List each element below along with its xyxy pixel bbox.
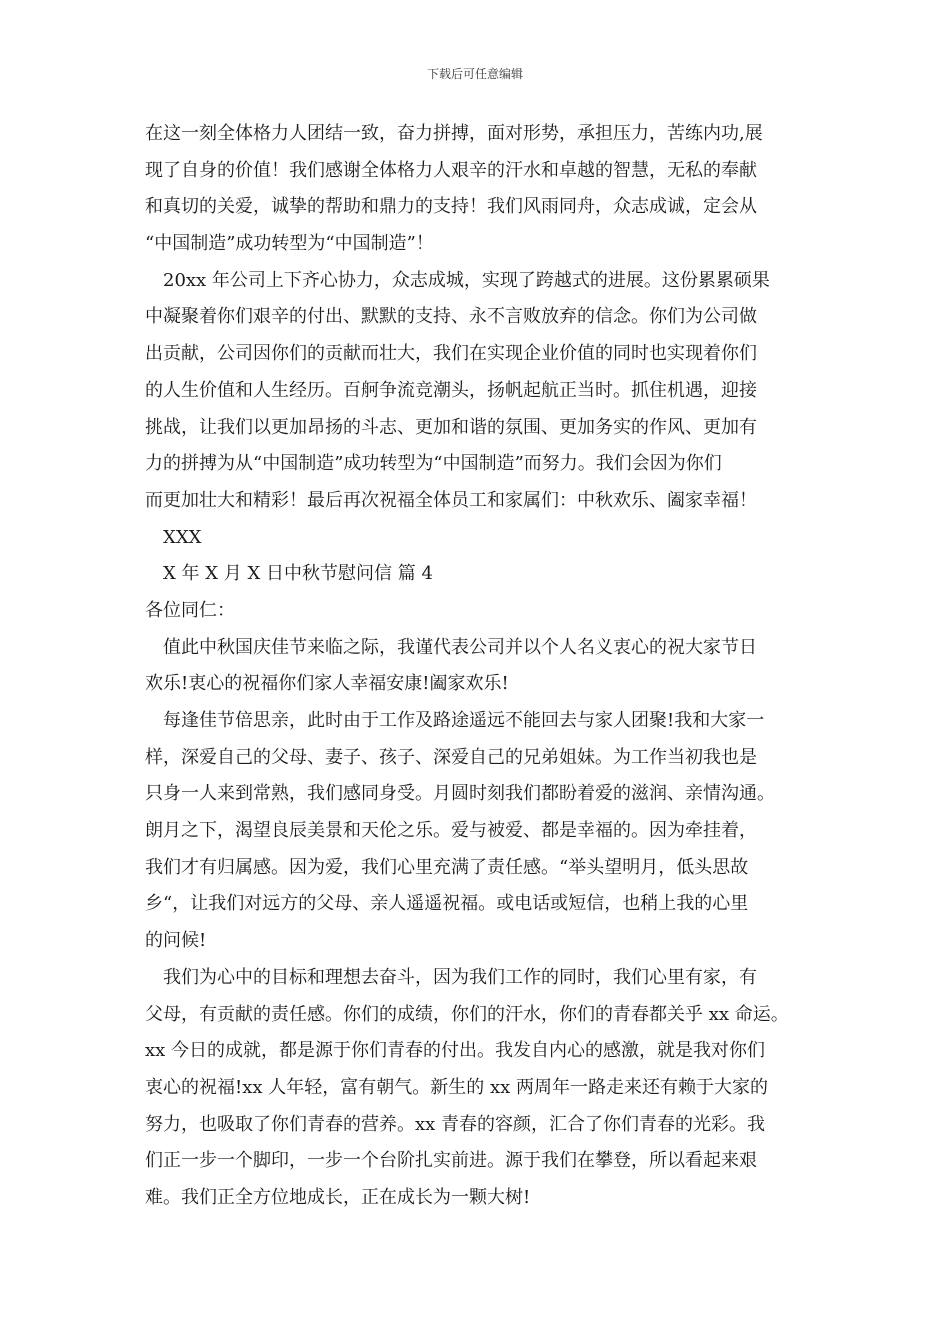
text-line: 朗月之下，渴望良辰美景和天伦之乐。爱与被爱、都是幸福的。因为牵挂着， [145, 820, 757, 842]
text-line: 和真切的关爱，诚挚的帮助和鼎力的支持！我们风雨同舟，众志成诚，定会从 [145, 196, 757, 218]
text-line: 出贡献，公司因你们的贡献而壮大，我们在实现企业价值的同时也实现着你们 [145, 343, 757, 365]
text-line: 各位同仁： [145, 599, 235, 621]
text-line: 只身一人来到常熟，我们感同身受。月圆时刻我们都盼着爱的滋润、亲情沟通。 [145, 783, 775, 805]
text-line: “中国制造”成功转型为“中国制造”！ [145, 233, 434, 255]
text-line: 挑战，让我们以更加昂扬的斗志、更加和谐的氛围、更加务实的作风、更加有 [145, 416, 757, 438]
text-line: 20xx 年公司上下齐心协力，众志成城，实现了跨越式的进展。这份累累硕果 [163, 269, 770, 291]
text-line: xx 今日的成就，都是源于你们青春的付出。我发自内心的感激，就是我对你们 [145, 1040, 766, 1062]
text-line: 欢乐!衷心的祝福你们家人幸福安康!阖家欢乐! [145, 673, 509, 695]
page-header: 下载后可任意编辑 [426, 67, 523, 81]
text-line: 难。我们正全方位地成长，正在成长为一颗大树! [145, 1186, 531, 1208]
text-line: 努力，也吸取了你们青春的营养。xx 青春的容颜，汇合了你们青春的光彩。我 [145, 1113, 766, 1135]
text-line: 我们为心中的目标和理想去奋斗，因为我们工作的同时，我们心里有家，有 [163, 966, 757, 988]
text-line: 现了自身的价值！我们感谢全体格力人艰辛的汗水和卓越的智慧，无私的奉献 [145, 159, 757, 181]
text-line: 们正一步一个脚印，一步一个台阶扎实前进。源于我们在攀登，所以看起来艰 [145, 1150, 757, 1172]
text-line: 的人生价值和人生经历。百舸争流竞潮头，扬帆起航正当时。抓住机遇，迎接 [145, 379, 757, 401]
text-line: XXX [163, 526, 202, 548]
text-line: 中凝聚着你们艰辛的付出、默默的支持、永不言败放弃的信念。你们为公司做 [145, 306, 757, 328]
text-line: 父母，有贡献的责任感。你们的成绩，你们的汗水，你们的青春都关乎 xx 命运。 [145, 1003, 789, 1025]
text-line: X 年 X 月 X 日中秋节慰问信 篇 4 [163, 563, 433, 585]
document-body [145, 116, 825, 1217]
text-line: 我们才有归属感。因为爱，我们心里充满了责任感。“举头望明月，低头思故 [145, 856, 749, 878]
text-line: 而更加壮大和精彩！最后再次祝福全体员工和家属们：中秋欢乐、阖家幸福！ [145, 489, 757, 511]
text-line: 每逢佳节倍思亲，此时由于工作及路途遥远不能回去与家人团聚!我和大家一 [163, 710, 765, 731]
text-line: 样，深爱自己的父母、妻子、孩子、深爱自己的兄弟姐妹。为工作当初我也是 [145, 746, 757, 768]
text-line: 衷心的祝福!xx 人年轻，富有朝气。新生的 xx 两周年一路走来还有赖于大家的 [145, 1076, 769, 1098]
text-line: 力的拼搏为从“中国制造”成功转型为“中国制造”而努力。我们会因为你们 [145, 453, 722, 475]
text-line: 的问候! [145, 930, 207, 952]
text-line: 在这一刻全体格力人团结一致，奋力拼搏，面对形势，承担压力，苦练内功,展 [145, 123, 763, 144]
text-line: 乡“，让我们对远方的父母、亲人遥遥祝福。或电话或短信，也稍上我的心里 [145, 893, 749, 915]
text-line: 值此中秋国庆佳节来临之际，我谨代表公司并以个人名义衷心的祝大家节日 [163, 636, 757, 658]
